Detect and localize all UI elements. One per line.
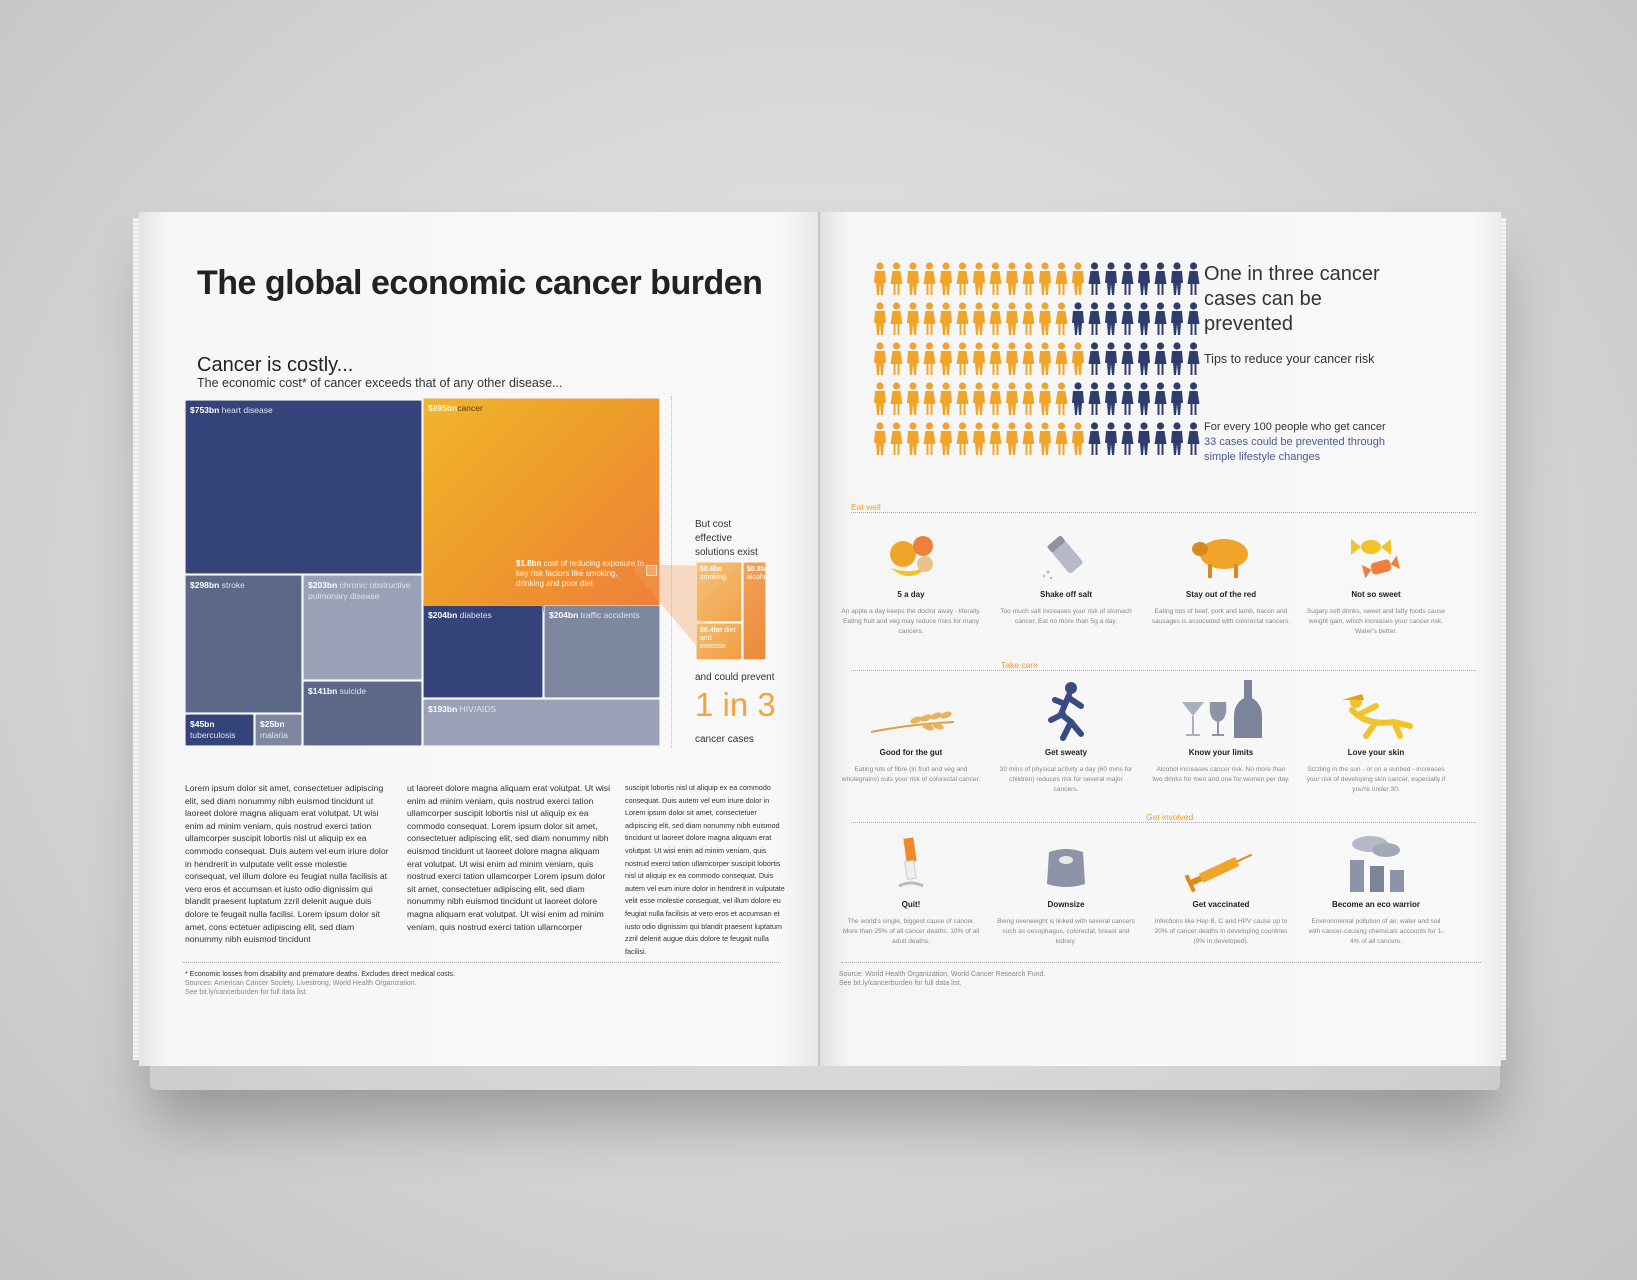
person-icon <box>1138 422 1150 455</box>
person-icon <box>1138 382 1150 415</box>
person-icon <box>1171 382 1183 415</box>
person-icon <box>957 382 969 415</box>
person-icon <box>1171 302 1183 335</box>
person-icon <box>924 342 936 375</box>
person-icon <box>1072 342 1084 375</box>
person-icon <box>1089 422 1101 455</box>
section-get-involved: Get involved <box>1146 812 1194 822</box>
treemap-cell-malaria: $25bn malaria <box>255 714 302 746</box>
person-icon <box>1138 342 1150 375</box>
headline: One in three cancer cases can be prevented <box>1204 263 1380 335</box>
person-icon <box>940 422 952 455</box>
page-title: The global economic cancer burden <box>197 264 763 302</box>
person-icon <box>891 382 903 415</box>
person-icon <box>973 342 985 375</box>
person-icon <box>1006 302 1018 335</box>
people-pictogram <box>873 262 1203 462</box>
person-icon <box>990 382 1002 415</box>
treemap-cell-tb: $45bn tuberculosis <box>185 714 254 746</box>
person-icon <box>1105 302 1117 335</box>
person-icon <box>1023 342 1035 375</box>
person-icon <box>1023 422 1035 455</box>
footer-rule <box>183 962 781 963</box>
person-icon <box>1006 342 1018 375</box>
scale-icon <box>1041 844 1091 894</box>
person-icon <box>1171 262 1183 295</box>
person-icon <box>874 382 886 415</box>
drinks-icon <box>1176 676 1266 742</box>
person-icon <box>957 262 969 295</box>
person-icon <box>1039 262 1051 295</box>
person-icon <box>1188 342 1200 375</box>
person-icon <box>924 262 936 295</box>
person-icon <box>1188 382 1200 415</box>
person-icon <box>1006 422 1018 455</box>
person-icon <box>1089 342 1101 375</box>
person-icon <box>1155 302 1167 335</box>
treemap-cell-diabetes: $204bn diabetes <box>423 605 543 698</box>
treemap-cell-copd: $203bn chronic obstructive pulmonary disease <box>303 575 422 680</box>
section-eat-well: Eat well <box>851 502 881 512</box>
person-icon <box>957 342 969 375</box>
section-rule-eat <box>851 512 1476 513</box>
person-icon <box>940 262 952 295</box>
person-icon <box>1155 342 1167 375</box>
syringe-icon <box>1181 844 1261 894</box>
treemap-cell-cancer: $895bncancer $1.8bn cost of reducing exposure to key risk factors like smoking, drinking and poor diet <box>423 398 660 612</box>
tip-shake-off-salt: Shake off salt Too much salt increases your risk of stomach cancer. Eat no more than 5g a day. <box>996 522 1136 627</box>
person-icon <box>1089 262 1101 295</box>
person-icon <box>1039 422 1051 455</box>
person-icon <box>1006 382 1018 415</box>
tip-quit: Quit! The world's single, biggest cause of cancer. More than 25% of all cancer deaths. 10% of all adult deaths. <box>841 832 981 947</box>
wheat-icon <box>866 702 956 742</box>
person-icon <box>891 342 903 375</box>
tips-subtitle: Tips to reduce your cancer risk <box>1204 352 1375 366</box>
person-icon <box>1155 422 1167 455</box>
person-icon <box>907 342 919 375</box>
tip-get-vaccinated: Get vaccinated Infections like Hep B, C and HPV cause up to 20% of cancer deaths in developing countries (9% in developed). <box>1151 832 1291 947</box>
solution-smoking: $0.6bn smoking <box>696 562 742 622</box>
solutions-heading: But cost effective solutions exist <box>695 519 758 558</box>
person-icon <box>973 422 985 455</box>
tip-not-so-sweet: Not so sweet Sugary soft drinks, sweet and fatty foods cause weight gain, which increases your cancer risk. Water's better. <box>1306 522 1446 637</box>
person-icon <box>1171 342 1183 375</box>
person-icon <box>874 262 886 295</box>
candy-icon <box>1341 529 1411 584</box>
factory-icon <box>1336 834 1416 894</box>
person-icon <box>1039 382 1051 415</box>
footnote: * Economic losses from disability and premature deaths. Excludes direct medical costs. Sources: American Cancer Society, Livestrong, World Health Organization. See bit.ly/cancerburden for full data list. <box>185 971 456 996</box>
person-icon <box>957 302 969 335</box>
right-footnote: Source: World Health Organization, World Cancer Research Fund. See bit.ly/cancerburden for full data list. <box>839 971 1046 987</box>
person-icon <box>1056 422 1068 455</box>
runner-icon <box>1041 680 1091 742</box>
treemap-cell-traffic: $204bn traffic accidents <box>544 605 660 698</box>
person-icon <box>907 382 919 415</box>
reducing-cost-note: $1.8bn cost of reducing exposure to key risk factors like smoking, drinking and poor diet <box>516 559 645 588</box>
person-icon <box>1105 422 1117 455</box>
person-icon <box>1138 302 1150 335</box>
cigarette-icon <box>891 834 931 894</box>
person-icon <box>1105 262 1117 295</box>
person-icon <box>1039 302 1051 335</box>
person-icon <box>1122 422 1134 455</box>
person-icon <box>1056 382 1068 415</box>
section-rule-care <box>851 670 1476 671</box>
left-page <box>139 212 823 1066</box>
person-icon <box>957 422 969 455</box>
section-subline: The economic cost* of cancer exceeds that of any other disease... <box>197 376 563 390</box>
person-icon <box>990 422 1002 455</box>
person-icon <box>1023 302 1035 335</box>
person-icon <box>940 302 952 335</box>
person-icon <box>891 262 903 295</box>
person-icon <box>924 382 936 415</box>
tip-eco-warrior: Become an eco warrior Environmental pollution of air, water and soil with cancer-causing chemicals accounts for 1-4% of all cancers. <box>1306 832 1446 947</box>
person-icon <box>1039 342 1051 375</box>
treemap-cell-heart: $753bn heart disease <box>185 400 422 574</box>
section-heading: Cancer is costly... <box>197 354 354 376</box>
person-icon <box>924 422 936 455</box>
person-icon <box>973 382 985 415</box>
treemap-cell-stroke: $298bn stroke <box>185 575 302 713</box>
person-icon <box>1056 302 1068 335</box>
section-take-care: Take care <box>1001 660 1038 670</box>
person-icon <box>973 262 985 295</box>
person-icon <box>940 342 952 375</box>
person-icon <box>924 302 936 335</box>
person-icon <box>1023 382 1035 415</box>
person-icon <box>990 302 1002 335</box>
section-rule-involved <box>851 822 1476 823</box>
right-page <box>821 212 1501 1066</box>
salt-shaker-icon <box>1036 524 1096 584</box>
right-footer-rule <box>841 962 1481 963</box>
tip-downsize: Downsize Being overweight is linked with several cancers such as oesophagus, colorectal, breast and kidney. <box>996 832 1136 947</box>
solution-alcohol: $0.8bn alcohol <box>743 562 766 660</box>
person-icon <box>1122 382 1134 415</box>
solutions-chart <box>696 562 770 660</box>
person-icon <box>1056 342 1068 375</box>
person-icon <box>1122 262 1134 295</box>
person-icon <box>1072 302 1084 335</box>
person-icon <box>1072 382 1084 415</box>
person-icon <box>907 422 919 455</box>
person-icon <box>1171 422 1183 455</box>
person-icon <box>1072 422 1084 455</box>
prevent-tail: cancer cases <box>695 734 754 745</box>
person-icon <box>1056 262 1068 295</box>
person-icon <box>990 262 1002 295</box>
sheep-icon <box>1186 529 1256 584</box>
person-icon <box>1105 382 1117 415</box>
person-icon <box>907 302 919 335</box>
person-icon <box>874 302 886 335</box>
body-column-1: Lorem ipsum dolor sit amet, consectetuer adipiscing elit, sed diam nonummy nibh euismod tincidunt ut laoreet dolore magna aliquam erat volutpat. Ut wisi enim ad minim veniam, quis nostrud exerci tation ullamcorper suscipit lobortis nisl ut aliquip ex ea commodo consequat. Duis autem vel eum iriure dolor in hendrerit in vulputate velit esse molestie consequat, vel illum dolore eu feugiat nulla facilisis at vero eros et accumsan et iusto odio dignissim qui blandit praesent luptatum zzril delenit augue duis dolore te feugait nulla facilisi. Lorem ipsum dolor sit amet, cons ectetuer adipiscing elit, sed diam nonummy nibh euismod tincidunt <box>185 783 389 945</box>
person-icon <box>891 422 903 455</box>
body-column-3: suscipit lobortis nisl ut aliquip ex ea commodo consequat. Duis autem vel eum iriure dolor in Lorem ipsum dolor sit amet, consectetuer adipiscing elit, sed diam nonummy nibh euismod tincidunt ut laoreet dolore magna aliquam erat volutpat. Ut wisi enim ad minim veniam, quis nostrud exerci tation ullamcorper suscipit lobortis nisl ut aliquip ex ea commodo consequat. Duis autem vel eum iriure dolor in hendrerit in vulputate velit esse molestie consequat, vel illum dolore eu feugiat nulla facilisis at vero eros et accumsan et iusto odio dignissim qui blandit praesent luptatum zzril delenit augue duis dolore te feugait nulla facilisi. <box>625 783 785 956</box>
person-icon <box>1023 262 1035 295</box>
person-icon <box>1089 382 1101 415</box>
person-icon <box>1105 342 1117 375</box>
person-icon <box>874 342 886 375</box>
body-column-2: ut laoreet dolore magna aliquam erat volutpat. Ut wisi enim ad minim veniam, quis nostrud exerci tation ullamcorper suscipit lobortis nisl ut aliquip ex ea commodo consequat. Lorem ipsum dolor sit amet, consectetuer adipiscing elit, sed diam nonummy nibh euismod tincidunt ut laoreet dolore magna aliquam erat volutpat. Ut wisi enim ad minim veniam, quis nostrud exerci tation ullamcorper Lorem ipsum dolor sit amet, consectetuer adipiscing elit, sed diam nonummy nibh euismod tincidunt ut laoreet dolore magna aliquam erat volutpat. Ut wisi enim ad minim veniam, quis nostrud exerci tation ullamcorper <box>407 783 611 932</box>
tip-get-sweaty: Get sweaty 30 mins of physical activity a day (60 mins for children) reduces risk for several major cancers. <box>996 680 1136 795</box>
person-icon <box>1122 302 1134 335</box>
person-icon <box>1122 342 1134 375</box>
person-icon <box>907 262 919 295</box>
person-icon <box>1155 262 1167 295</box>
person-icon <box>990 342 1002 375</box>
person-icon <box>874 422 886 455</box>
person-icon <box>973 302 985 335</box>
sunbather-icon <box>1336 692 1416 742</box>
tip-good-for-gut: Good for the gut Eating lots of fibre (in fruit and veg and wholegrains) cuts your risk of colorectal cancer. <box>841 680 981 785</box>
person-icon <box>1138 262 1150 295</box>
person-icon <box>1188 302 1200 335</box>
prevent-big-number: 1 in 3 <box>695 686 776 723</box>
tip-love-your-skin: Love your skin Sizzling in the sun - or on a sunbed - increases your risk of developing skin cancer, especially if you're under 30. <box>1306 680 1446 795</box>
prevent-label: and could prevent <box>695 672 775 683</box>
person-icon <box>1089 302 1101 335</box>
person-icon <box>1188 262 1200 295</box>
person-icon <box>1155 382 1167 415</box>
treemap-cell-hiv: $193bn HIV/AIDS <box>423 699 660 746</box>
stat-text: For every 100 people who get cancer 33 cases could be prevented through simple lifestyle changes <box>1204 421 1386 463</box>
person-icon <box>891 302 903 335</box>
tip-know-limits: Know your limits Alcohol increases cancer risk. No more than two drinks for men and one for women per day. <box>1151 680 1291 785</box>
person-icon <box>1188 422 1200 455</box>
fruit-icon <box>881 524 941 584</box>
tip-5-a-day: 5 a day An apple a day keeps the doctor away - literally. Eating fruit and veg may reduce risks for many cancers. <box>841 522 981 637</box>
person-icon <box>940 382 952 415</box>
person-icon <box>1072 262 1084 295</box>
treemap-cell-suicide: $141bn suicide <box>303 681 422 746</box>
person-icon <box>1006 262 1018 295</box>
tip-stay-out-of-red: Stay out of the red Eating lots of beef, pork and lamb, bacon and sausages is associated with colorectal cancers. <box>1151 522 1291 627</box>
solution-diet: $0.4bn diet and exercise <box>696 623 742 660</box>
